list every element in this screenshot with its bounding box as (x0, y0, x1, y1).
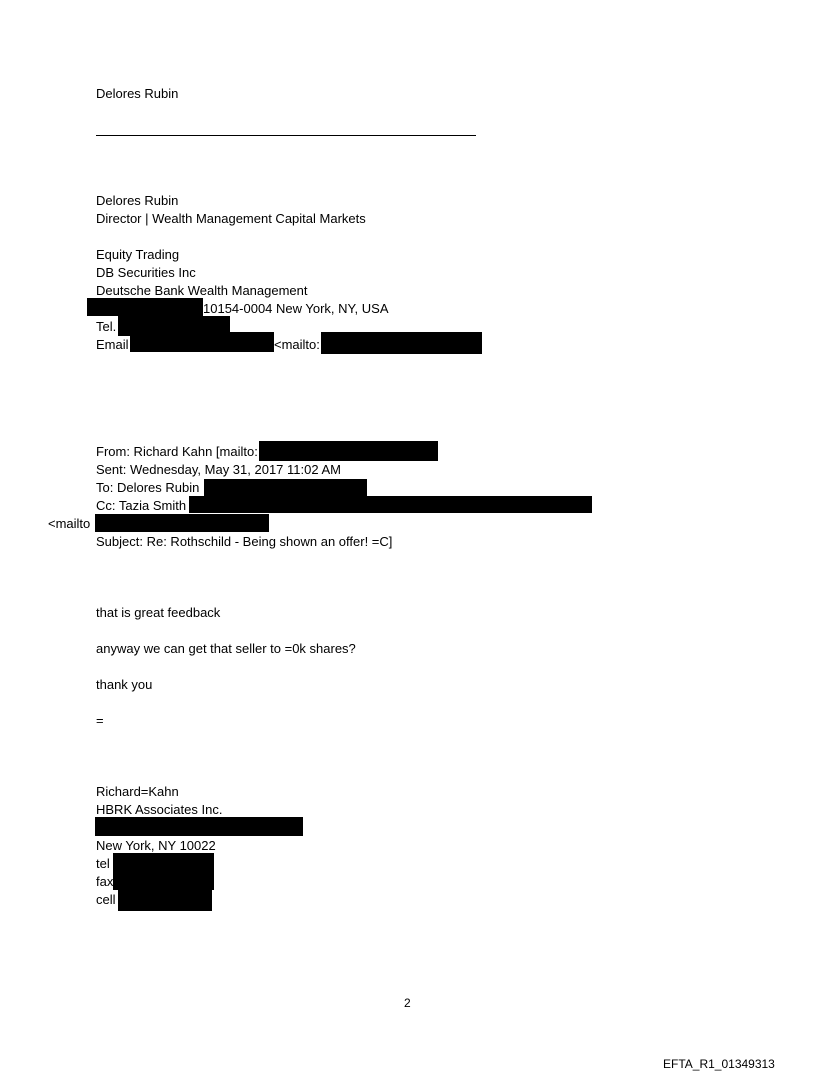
email-from: From: Richard Kahn [mailto: (96, 444, 258, 459)
body-line-1: that is great feedback (96, 605, 221, 620)
hbrk-name: Richard=Kahn (96, 784, 179, 799)
email-to: To: Delores Rubin (96, 480, 200, 495)
sig-title: Director | Wealth Management Capital Markets (96, 211, 366, 226)
body-line-4: = (96, 713, 104, 728)
separator-line (96, 135, 476, 136)
hbrk-city: New York, NY 10022 (96, 838, 216, 853)
redaction-box (87, 298, 203, 316)
document-id: EFTA_R1_01349313 (663, 1057, 775, 1071)
hbrk-fax: fax (96, 874, 114, 889)
sig-dept: Equity Trading (96, 247, 180, 262)
redaction-box (130, 332, 274, 352)
sig-address: 10154-0004 New York, NY, USA (203, 301, 389, 316)
sig-company: DB Securities Inc (96, 265, 196, 280)
body-line-2: anyway we can get that seller to =0k shares? (96, 641, 356, 656)
redaction-box (321, 332, 482, 354)
page-number: 2 (404, 996, 411, 1010)
email-subject: Subject: Re: Rothschild - Being shown an offer! =C] (96, 534, 393, 549)
redaction-box (113, 853, 214, 890)
sig-division: Deutsche Bank Wealth Management (96, 283, 308, 298)
email-cc: Cc: Tazia Smith (96, 498, 187, 513)
sig-mailto-label: <mailto: (274, 337, 320, 352)
redaction-box (259, 441, 438, 461)
email-sent: Sent: Wednesday, May 31, 2017 11:02 AM (96, 462, 341, 477)
email-mailto: <mailto (48, 516, 91, 531)
redaction-box (95, 514, 269, 532)
hbrk-cell: cell (96, 892, 116, 907)
redaction-box (95, 817, 303, 836)
header-name: Delores Rubin (96, 86, 179, 101)
sig-email-label: Email (96, 337, 129, 352)
sig-tel-label: Tel. (96, 319, 117, 334)
redaction-box (118, 889, 212, 911)
redaction-box (204, 479, 367, 497)
hbrk-tel: tel (96, 856, 110, 871)
hbrk-company: HBRK Associates Inc. (96, 802, 223, 817)
body-line-3: thank you (96, 677, 153, 692)
redaction-box (189, 496, 592, 513)
sig-name: Delores Rubin (96, 193, 179, 208)
